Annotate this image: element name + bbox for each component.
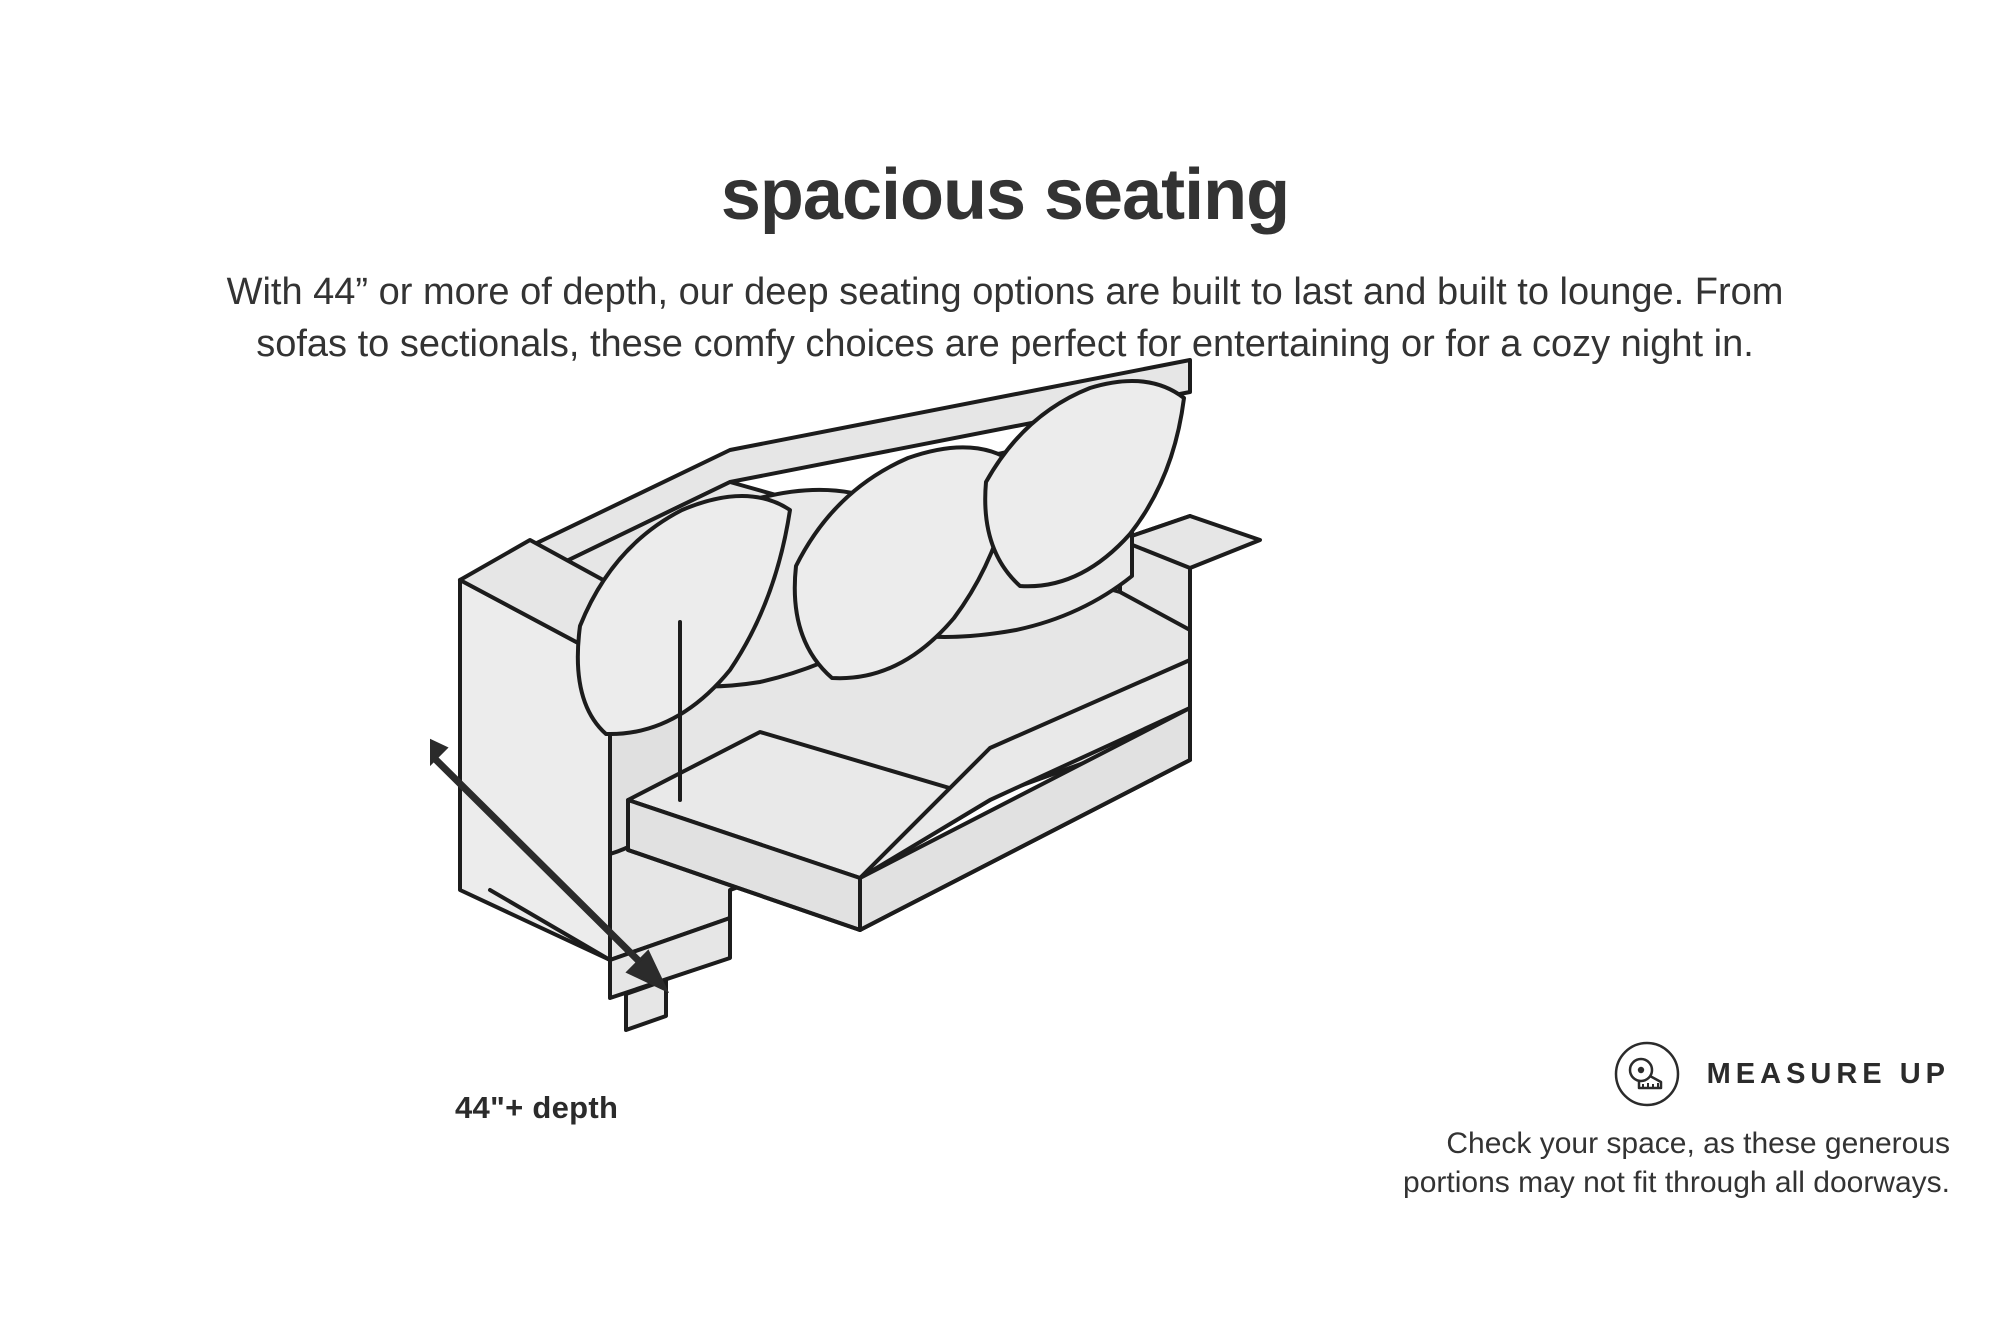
measure-up-callout [1390,1040,1950,1202]
depth-dimension-label: 44"+ depth [455,1090,619,1125]
tape-measure-icon [1613,1040,1681,1108]
page-title: spacious seating [720,155,1290,236]
measure-up-title: MEASURE UP [1706,1057,1950,1090]
page-subtitle: With 44” or more of depth, our deep seating options are built to last and built to lounge. From sofas to sectionals, these comfy choices are perfect for entertaining or for a cozy night in. [226,271,1784,366]
measure-up-header [1390,1040,1950,1108]
measure-up-body: Check your space, as these generous portions may not fit through all doorways. [1403,1127,1950,1199]
